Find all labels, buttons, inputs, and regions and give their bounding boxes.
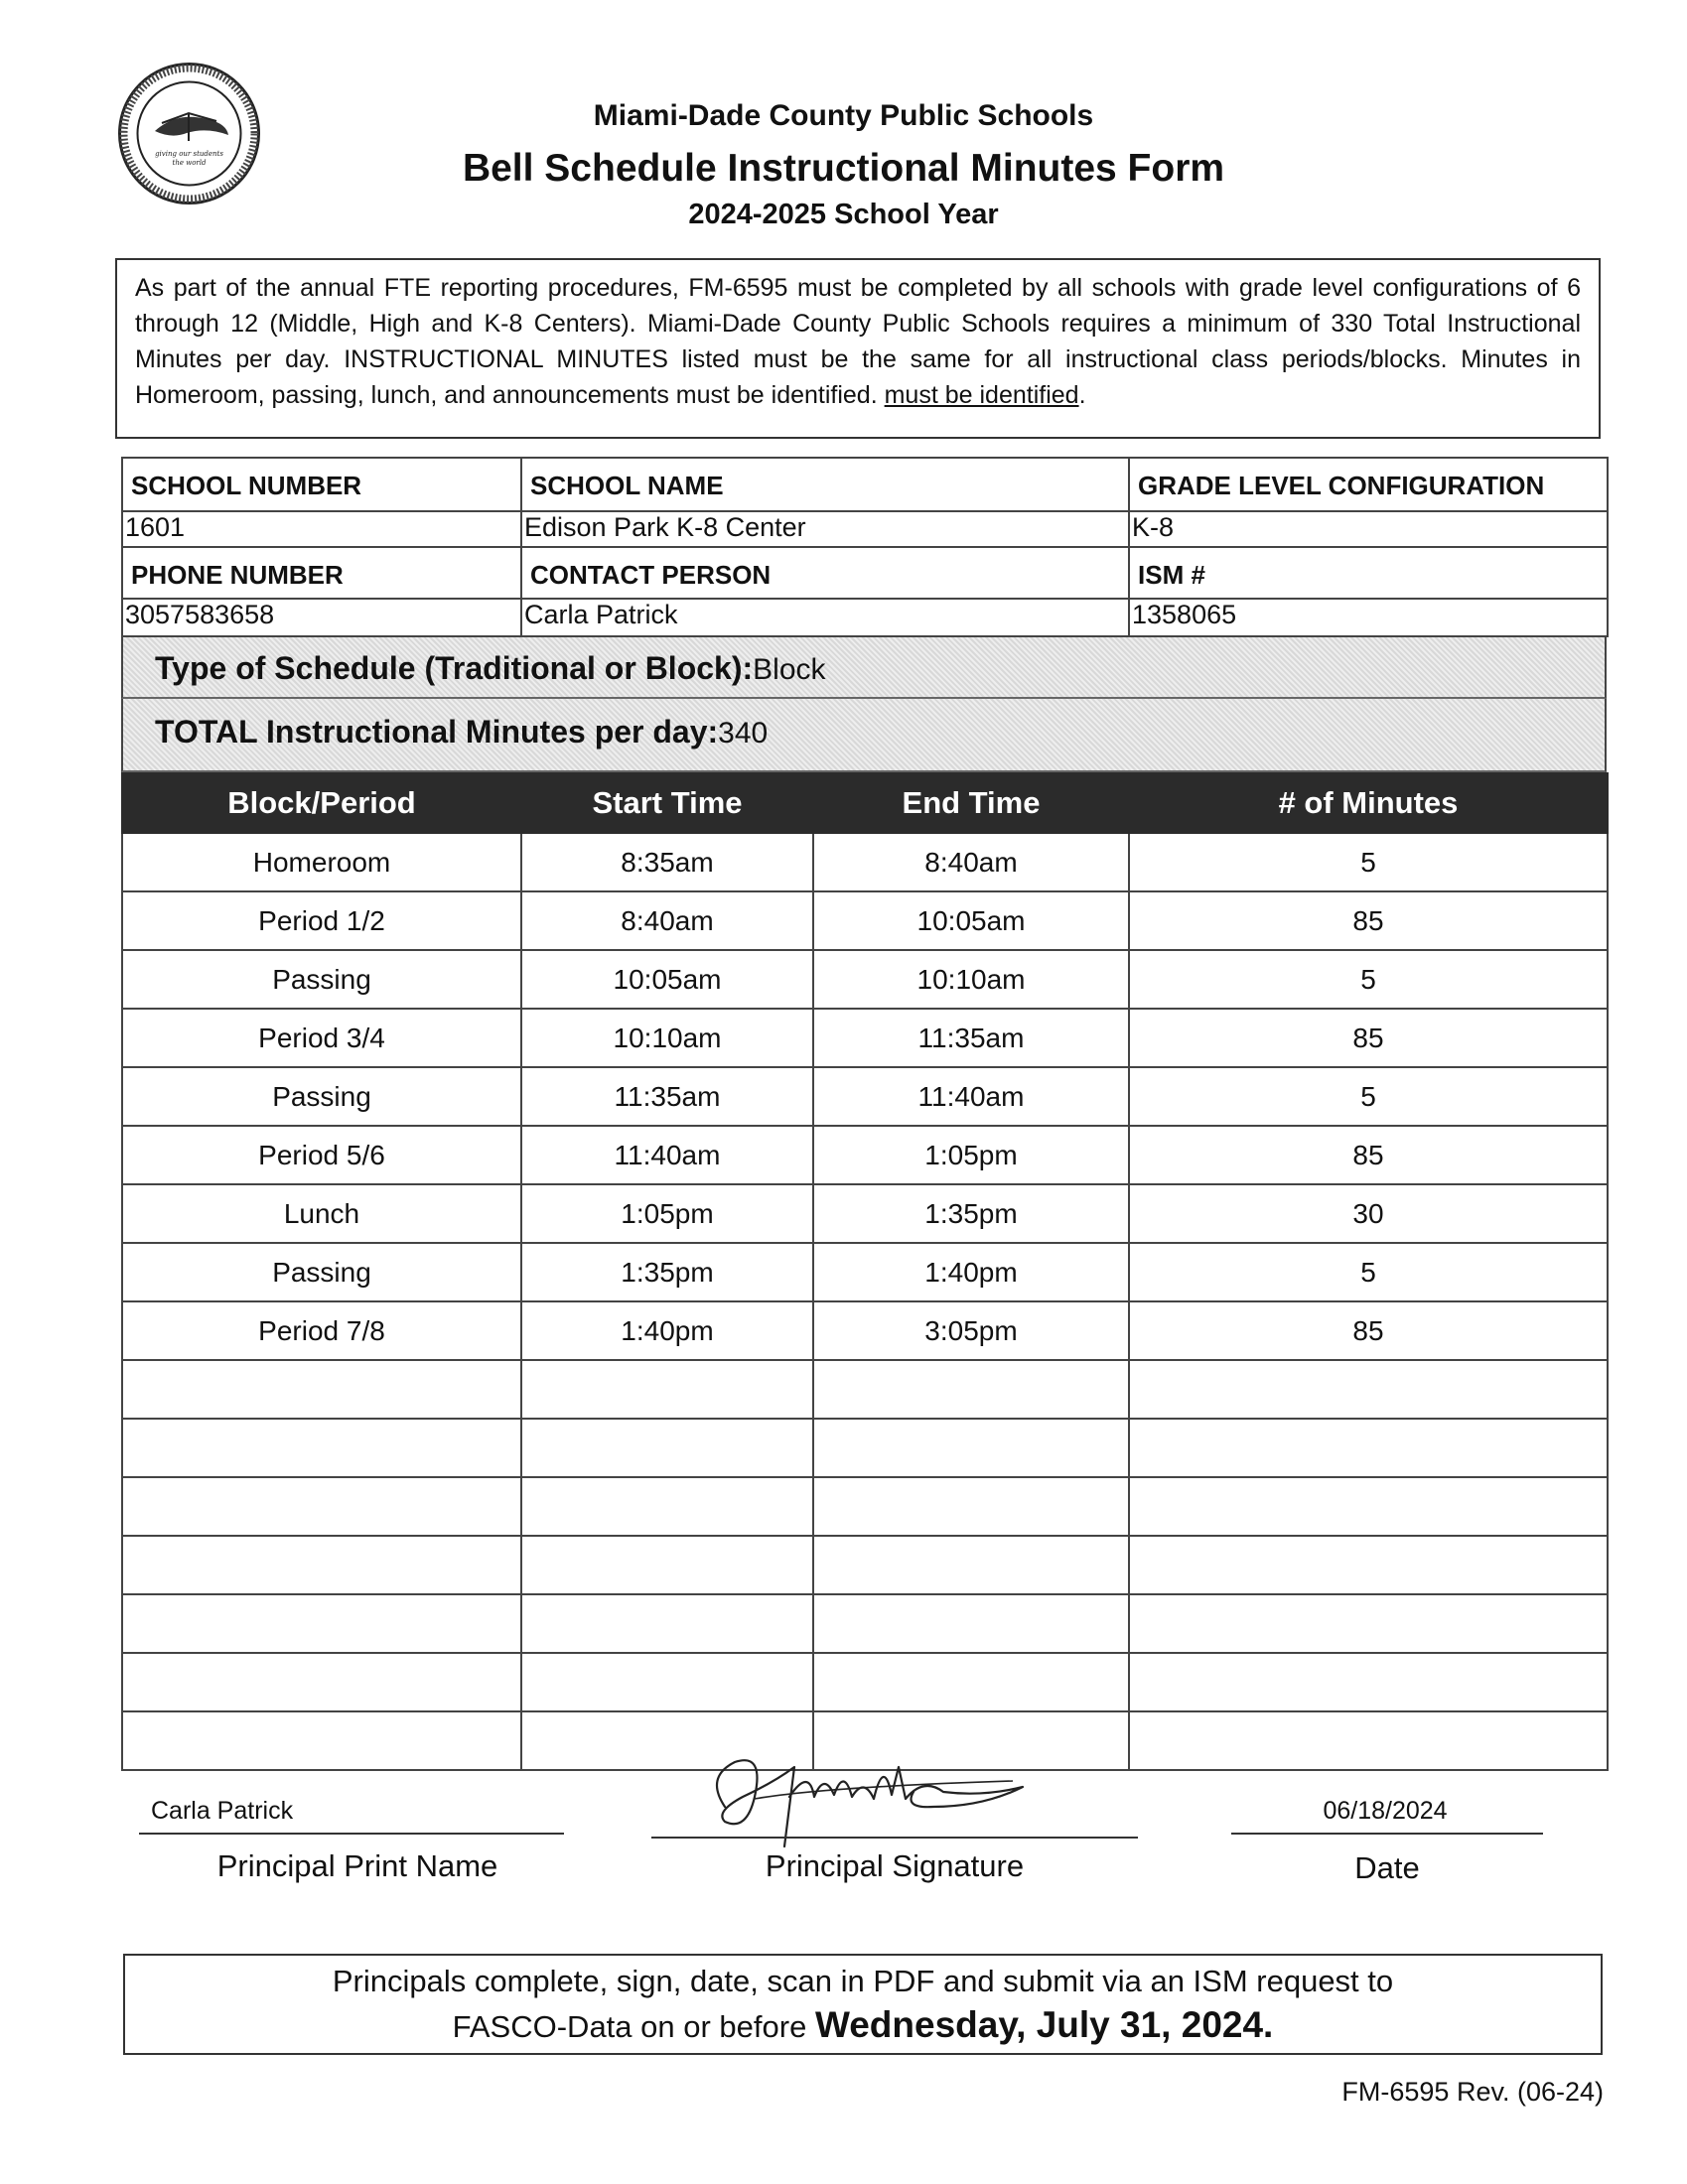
table-row — [122, 1301, 1608, 1360]
date-value: 06/18/2024 — [1323, 1797, 1448, 1825]
end-time-cell[interactable]: 11:40am — [813, 1067, 1129, 1126]
block-period-cell[interactable]: Homeroom — [122, 833, 521, 891]
school-info-grid — [121, 457, 1609, 637]
minutes-header: # of Minutes — [1129, 773, 1608, 833]
table-row — [122, 1067, 1608, 1126]
end-time-cell[interactable]: 10:10am — [813, 950, 1129, 1009]
end-time-cell[interactable] — [813, 1419, 1129, 1477]
minutes-cell[interactable] — [1129, 1536, 1608, 1594]
school-year: 2024-2025 School Year — [688, 199, 999, 230]
minutes-cell[interactable] — [1129, 1653, 1608, 1711]
date-line — [1231, 1833, 1543, 1835]
start-time-cell[interactable] — [521, 1360, 813, 1419]
block-period-cell[interactable] — [122, 1360, 521, 1419]
minutes-cell[interactable]: 85 — [1129, 891, 1608, 950]
minutes-cell[interactable] — [1129, 1477, 1608, 1536]
table-row — [122, 1184, 1608, 1243]
block-period-cell[interactable]: Passing — [122, 1243, 521, 1301]
table-row — [122, 950, 1608, 1009]
end-time-cell[interactable] — [813, 1653, 1129, 1711]
minutes-cell[interactable]: 85 — [1129, 1009, 1608, 1067]
table-row — [122, 1126, 1608, 1184]
table-row — [122, 1536, 1608, 1594]
block-period-cell[interactable]: Period 1/2 — [122, 891, 521, 950]
instructions-underlined: must be identified — [884, 381, 1079, 409]
submission-line-1: Principals complete, sign, date, scan in PDF and submit via an ISM request to — [332, 1964, 1394, 1998]
grade-level-field[interactable]: K-8 — [1129, 511, 1608, 547]
signature-line — [651, 1837, 1138, 1839]
end-time-cell[interactable]: 1:35pm — [813, 1184, 1129, 1243]
start-time-cell[interactable]: 11:35am — [521, 1067, 813, 1126]
start-time-cell[interactable] — [521, 1419, 813, 1477]
table-row — [122, 833, 1608, 891]
start-time-cell[interactable]: 10:05am — [521, 950, 813, 1009]
table-header-row — [122, 773, 1608, 833]
school-number-field[interactable]: 1601 — [122, 511, 521, 547]
block-period-cell[interactable]: Period 3/4 — [122, 1009, 521, 1067]
block-period-cell[interactable] — [122, 1477, 521, 1536]
table-row — [122, 891, 1608, 950]
start-time-header: Start Time — [521, 773, 813, 833]
minutes-cell[interactable] — [1129, 1711, 1608, 1770]
schedule-type-label: Type of Schedule (Traditional or Block): — [155, 650, 754, 686]
start-time-cell[interactable]: 1:35pm — [521, 1243, 813, 1301]
start-time-cell[interactable]: 10:10am — [521, 1009, 813, 1067]
phone-number-field[interactable]: 3057583658 — [122, 599, 521, 636]
end-time-cell[interactable]: 10:05am — [813, 891, 1129, 950]
end-time-cell[interactable] — [813, 1594, 1129, 1653]
schedule-type-row — [121, 637, 1607, 699]
end-time-cell[interactable]: 1:05pm — [813, 1126, 1129, 1184]
minutes-cell[interactable] — [1129, 1360, 1608, 1419]
form-code: FM-6595 Rev. (06-24) — [1341, 2077, 1604, 2107]
end-time-header: End Time — [813, 773, 1129, 833]
start-time-cell[interactable]: 1:05pm — [521, 1184, 813, 1243]
table-row — [122, 1653, 1608, 1711]
school-name-field[interactable]: Edison Park K-8 Center — [521, 511, 1129, 547]
table-row — [122, 1419, 1608, 1477]
start-time-cell[interactable]: 8:40am — [521, 891, 813, 950]
minutes-cell[interactable]: 5 — [1129, 950, 1608, 1009]
block-period-cell[interactable]: Period 7/8 — [122, 1301, 521, 1360]
organization-name: Miami-Dade County Public Schools — [593, 99, 1094, 132]
block-period-cell[interactable] — [122, 1419, 521, 1477]
end-time-cell[interactable]: 8:40am — [813, 833, 1129, 891]
table-row — [122, 1360, 1608, 1419]
submission-line-2 — [125, 2003, 1601, 2049]
table-row — [122, 1594, 1608, 1653]
total-minutes-label: TOTAL Instructional Minutes per day: — [155, 714, 719, 750]
phone-number-label: PHONE NUMBER — [122, 547, 521, 599]
school-number-label: SCHOOL NUMBER — [122, 458, 521, 511]
instructions-text: As part of the annual FTE reporting procedures, FM-6595 must be completed by all schools with grade level configurations of 6 through 12 (Middle, High and K-8 Centers). Miami-Dade County Public Schools requires a minimum of 330 Total Instructional Minutes per day. INSTRUCTIONAL MINUTES listed must be the same for all instructional class periods/blocks. Minutes in Homeroom, passing, lunch, and announcements must be identified. — [135, 274, 1581, 409]
principal-signature-label: Principal Signature — [765, 1848, 1025, 1883]
instructions-box: As part of the annual FTE reporting procedures, FM-6595 must be completed by all schools with grade level configurations of 6 through 12 (Middle, High and K-8 Centers). Miami-Dade County Public Schools requires a minimum of 330 Total Instructional Minutes per day. INSTRUCTIONAL MINUTES listed must be the same for all instructional class periods/blocks. Minutes in Homeroom, passing, lunch, and announcements must be identified. must be identified. — [115, 258, 1601, 439]
minutes-cell[interactable] — [1129, 1419, 1608, 1477]
start-time-cell[interactable] — [521, 1653, 813, 1711]
form-title: Bell Schedule Instructional Minutes Form — [462, 147, 1225, 190]
minutes-cell[interactable]: 5 — [1129, 1067, 1608, 1126]
ism-number-field[interactable]: 1358065 — [1129, 599, 1608, 636]
minutes-cell[interactable]: 30 — [1129, 1184, 1608, 1243]
end-time-cell[interactable] — [813, 1360, 1129, 1419]
principal-print-name-label: Principal Print Name — [216, 1848, 498, 1883]
table-row — [122, 1243, 1608, 1301]
minutes-cell[interactable]: 85 — [1129, 1126, 1608, 1184]
school-name-label: SCHOOL NAME — [521, 458, 1129, 511]
end-time-cell[interactable] — [813, 1536, 1129, 1594]
submission-instructions-box — [123, 1954, 1603, 2055]
grade-level-label: GRADE LEVEL CONFIGURATION — [1129, 458, 1608, 511]
start-time-cell[interactable] — [521, 1477, 813, 1536]
block-period-cell[interactable] — [122, 1536, 521, 1594]
table-row — [122, 1477, 1608, 1536]
svg-text:the world: the world — [172, 159, 207, 167]
principal-signature-image — [685, 1737, 1043, 1856]
end-time-cell[interactable]: 3:05pm — [813, 1301, 1129, 1360]
schedule-type-field[interactable]: Block — [753, 653, 826, 686]
start-time-cell[interactable]: 8:35am — [521, 833, 813, 891]
block-period-cell[interactable]: Passing — [122, 950, 521, 1009]
contact-person-label: CONTACT PERSON — [521, 547, 1129, 599]
block-period-cell[interactable]: Lunch — [122, 1184, 521, 1243]
submission-line-2-prefix: FASCO-Data on or before — [452, 2009, 807, 2044]
start-time-cell[interactable] — [521, 1536, 813, 1594]
end-time-cell[interactable]: 11:35am — [813, 1009, 1129, 1067]
total-minutes-row — [121, 699, 1607, 772]
bell-schedule-table — [121, 772, 1609, 1771]
print-name-line — [139, 1833, 564, 1835]
block-period-cell[interactable] — [122, 1594, 521, 1653]
block-period-cell[interactable]: Passing — [122, 1067, 521, 1126]
minutes-cell[interactable]: 5 — [1129, 1243, 1608, 1301]
total-minutes-field[interactable]: 340 — [718, 717, 769, 750]
svg-text:giving our students: giving our students — [155, 150, 223, 158]
contact-person-field[interactable]: Carla Patrick — [521, 599, 1129, 636]
date-label: Date — [1354, 1850, 1420, 1885]
block-period-cell[interactable]: Period 5/6 — [122, 1126, 521, 1184]
principal-print-name-value: Carla Patrick — [151, 1797, 294, 1825]
end-time-cell[interactable]: 1:40pm — [813, 1243, 1129, 1301]
start-time-cell[interactable]: 11:40am — [521, 1126, 813, 1184]
minutes-cell[interactable]: 85 — [1129, 1301, 1608, 1360]
start-time-cell[interactable] — [521, 1594, 813, 1653]
minutes-cell[interactable]: 5 — [1129, 833, 1608, 891]
table-row — [122, 1009, 1608, 1067]
block-period-header: Block/Period — [122, 773, 521, 833]
ism-number-label: ISM # — [1129, 547, 1608, 599]
submission-deadline: Wednesday, July 31, 2024. — [814, 2004, 1274, 2045]
block-period-cell[interactable] — [122, 1653, 521, 1711]
minutes-cell[interactable] — [1129, 1594, 1608, 1653]
end-time-cell[interactable] — [813, 1477, 1129, 1536]
start-time-cell[interactable]: 1:40pm — [521, 1301, 813, 1360]
block-period-cell[interactable] — [122, 1711, 521, 1770]
